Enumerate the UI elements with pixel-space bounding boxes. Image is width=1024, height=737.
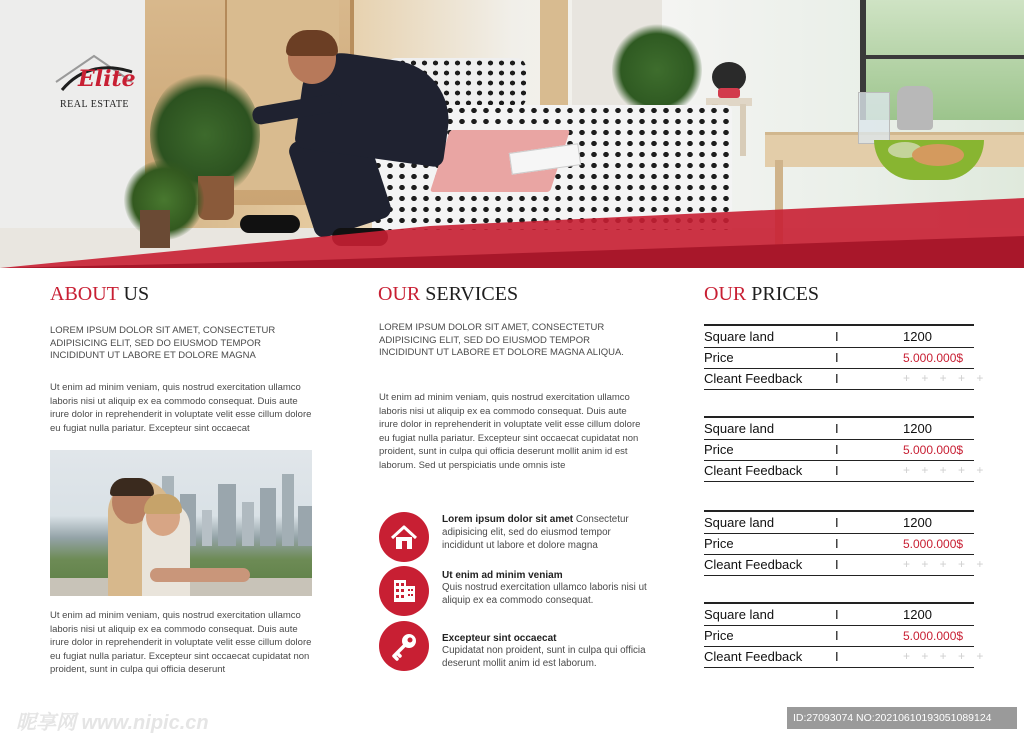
city-building (282, 474, 294, 546)
service-item-2-text: Quis nostrud exercitation ullamco laboris nisi ut aliquip ex ea commodo consequat. (442, 582, 647, 606)
row-value: 1200 (903, 329, 932, 344)
row-label: Square land (704, 421, 775, 436)
city-building (260, 488, 276, 546)
logo-script: Elite (78, 66, 136, 92)
price-row-land (704, 510, 974, 534)
row-value: 1200 (903, 515, 932, 530)
about-paragraph-2: Ut enim ad minim veniam, quis nostrud exercitation ullamco laboris nisi ut aliquip ex ea commodo consequat. Duis aute irure dolor in reprehenderit in voluptate velit esse cillum dolore eu fugiat nulla pariatur. Excepteur sint occaecat cupidatat non proident, sunt in culpa qui officia deserunt (50, 610, 312, 676)
service-item-2 (442, 570, 647, 607)
row-separator: I (835, 649, 839, 664)
row-separator: I (835, 463, 839, 478)
city-building (242, 502, 254, 546)
row-separator: I (835, 421, 839, 436)
watermark-left: 昵享网 www.nipic.cn (16, 712, 209, 734)
row-separator: I (835, 350, 839, 365)
services-paragraph: Ut enim ad minim veniam, quis nostrud exercitation ullamco laboris nisi ut aliquip ex ea commodo consequat. Duis aute irure dolor in reprehenderit in voluptate velit esse cillum dolore eu fugiat nulla pariatur. Excepteur sint occaecat cupidatat non proident, sunt in culpa qui officia deserunt mollit anim id est laborum. Sed ut perspiciatis unde omnis iste (379, 392, 641, 471)
price-row-price (704, 347, 974, 369)
about-photo-couple (50, 450, 312, 596)
rating-stars: + + + + + (903, 649, 988, 663)
hero-red-band (0, 0, 1024, 268)
price-row-price (704, 439, 974, 461)
services-lead: LOREM IPSUM DOLOR SIT AMET, CONSECTETUR ADIPISICING ELIT, SED DO EIUSMOD TEMPOR INCIDIDUNT UT LABORE ET DOLORE MAGNA ALIQUA. (379, 322, 624, 358)
row-value: 1200 (903, 607, 932, 622)
rating-stars: + + + + + (903, 371, 988, 385)
row-separator: I (835, 442, 839, 457)
city-building (298, 506, 312, 546)
row-separator: I (835, 628, 839, 643)
price-row-feedback (704, 460, 988, 482)
service-item-1-title: Lorem ipsum dolor sit amet (442, 514, 574, 525)
about-heading-accent: ABOUT (50, 283, 119, 305)
row-value: 1200 (903, 421, 932, 436)
row-label: Price (704, 536, 734, 551)
rating-stars: + + + + + (903, 463, 988, 477)
row-label: Cleant Feedback (704, 371, 803, 386)
row-label: Cleant Feedback (704, 649, 803, 664)
about-heading-rest: US (123, 283, 150, 305)
row-separator: I (835, 557, 839, 572)
house-icon (379, 512, 429, 562)
couple-arm (150, 568, 250, 582)
hero-bedroom-photo (0, 0, 1024, 268)
logo-subtitle: REAL ESTATE (60, 99, 130, 110)
prices-heading (704, 282, 819, 306)
couple-man-hair (110, 478, 154, 496)
price-row-feedback (704, 646, 988, 668)
about-paragraph-1: Ut enim ad minim veniam, quis nostrud exercitation ullamco laboris nisi ut aliquip ex ea commodo consequat. Duis aute irure dolor in reprehenderit in voluptate velit esse cillum dolore eu fugiat nulla pariatur. Excepteur sint occaecat (50, 382, 312, 434)
row-label: Cleant Feedback (704, 463, 803, 478)
prices-heading-accent: OUR (704, 283, 747, 305)
price-row-land (704, 602, 974, 626)
service-item-3-text: Cupidatat non proident, sunt in culpa qui officia deserunt mollit anim id est laborum. (442, 645, 646, 669)
row-value-price: 5.000.000$ (903, 629, 964, 643)
couple-woman-hair (144, 494, 182, 514)
services-heading-accent: OUR (378, 283, 421, 305)
row-label: Cleant Feedback (704, 557, 803, 572)
row-value-price: 5.000.000$ (903, 351, 964, 365)
price-row-price (704, 533, 974, 555)
row-label: Square land (704, 607, 775, 622)
city-building (202, 510, 212, 546)
prices-heading-rest: PRICES (751, 283, 820, 305)
row-label: Square land (704, 329, 775, 344)
row-label: Square land (704, 515, 775, 530)
row-value-price: 5.000.000$ (903, 443, 964, 457)
rating-stars: + + + + + (903, 557, 988, 571)
price-row-land (704, 416, 974, 440)
service-item-3-title: Excepteur sint occaecat (442, 633, 557, 644)
row-value-price: 5.000.000$ (903, 537, 964, 551)
service-item-1-title-rest: Consectetur (573, 514, 629, 525)
about-heading (50, 282, 149, 306)
row-label: Price (704, 628, 734, 643)
row-separator: I (835, 515, 839, 530)
row-separator: I (835, 371, 839, 386)
service-item-1-text: adipisicing elit, sed do eiusmod tempor incididunt ut labore et dolore magna (442, 527, 611, 551)
service-item-1 (442, 513, 647, 552)
city-building (218, 484, 236, 546)
watermark-id: ID:27093074 NO:20210610193051089124 (787, 707, 1017, 729)
price-row-land (704, 324, 974, 348)
price-row-price (704, 625, 974, 647)
row-label: Price (704, 442, 734, 457)
price-row-feedback (704, 368, 988, 390)
building-icon (379, 566, 429, 616)
service-item-3 (442, 633, 647, 670)
services-heading-rest: SERVICES (425, 283, 519, 305)
row-separator: I (835, 607, 839, 622)
row-label: Price (704, 350, 734, 365)
key-icon (379, 621, 429, 671)
price-row-feedback (704, 554, 988, 576)
about-lead: LOREM IPSUM DOLOR SIT AMET, CONSECTETUR ADIPISICING ELIT, SED DO EIUSMOD TEMPOR INCIDIDUNT UT LABORE ET DOLORE MAGNA (50, 325, 276, 361)
row-separator: I (835, 329, 839, 344)
row-separator: I (835, 536, 839, 551)
service-item-2-title: Ut enim ad minim veniam (442, 570, 563, 581)
services-heading (378, 282, 518, 306)
